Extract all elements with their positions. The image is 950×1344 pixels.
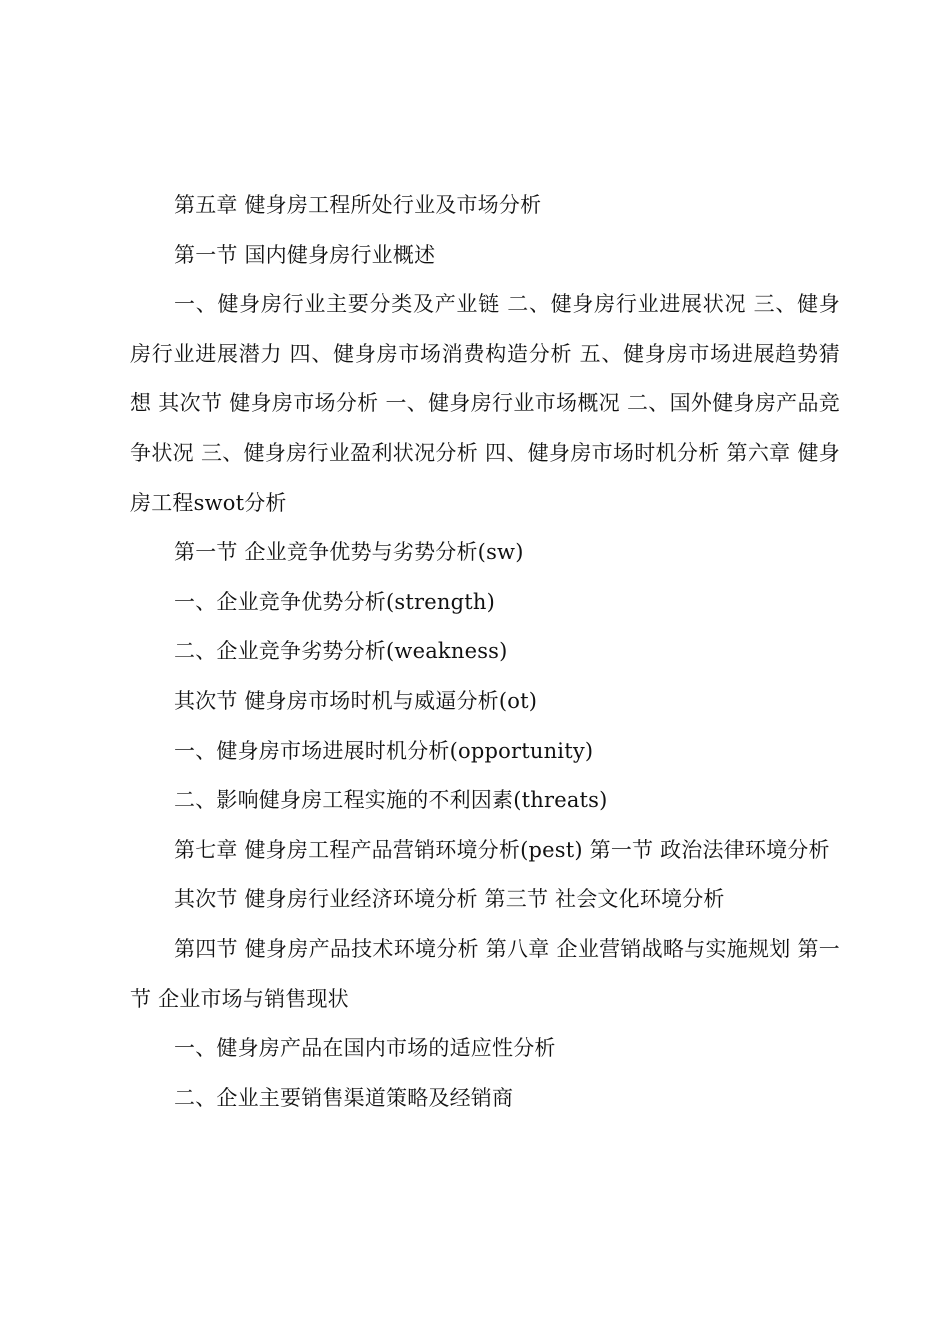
list-item: 一、健身房市场进展时机分析(opportunity) xyxy=(174,738,594,763)
section-heading: 第一节 国内健身房行业概述 xyxy=(174,242,436,267)
list-item: 二、影响健身房工程实施的不利因素(threats) xyxy=(174,788,608,813)
body-paragraph: 其次节 健身房行业经济环境分析 第三节 社会文化环境分析 xyxy=(174,887,725,912)
section-heading: 其次节 健身房市场时机与威逼分析(ot) xyxy=(174,688,538,713)
body-paragraph: 第四节 健身房产品技术环境分析 第八章 企业营销战略与实施规划 第一节 企业市场与销售现状 xyxy=(130,936,840,1011)
chapter-7-heading: 第七章 健身房工程产品营销环境分析(pest) 第一节 政治法律环境分析 xyxy=(174,837,830,862)
section-heading: 第一节 企业竞争优势与劣势分析(sw) xyxy=(174,540,524,565)
list-item: 一、企业竞争优势分析(strength) xyxy=(174,589,495,614)
document-body xyxy=(130,181,840,1123)
chapter-5-heading: 第五章 健身房工程所处行业及市场分析 xyxy=(174,193,542,217)
list-item: 一、健身房产品在国内市场的适应性分析 xyxy=(174,1036,556,1061)
list-item: 二、企业主要销售渠道策略及经销商 xyxy=(174,1085,514,1110)
list-item: 二、企业竞争劣势分析(weakness) xyxy=(174,639,508,664)
body-paragraph: 一、健身房行业主要分类及产业链 二、健身房行业进展状况 三、健身房行业进展潜力 四、健身房市场消费构造分析 五、健身房市场进展趋势猜想 其次节 健身房市场分析 一、健身房行业市场概况 二、国外健身房产品竞争状况 三、健身房行业盈利状况分析 四、健身房市场时机分析 第六章 健身房工程swot分析 xyxy=(130,292,840,515)
